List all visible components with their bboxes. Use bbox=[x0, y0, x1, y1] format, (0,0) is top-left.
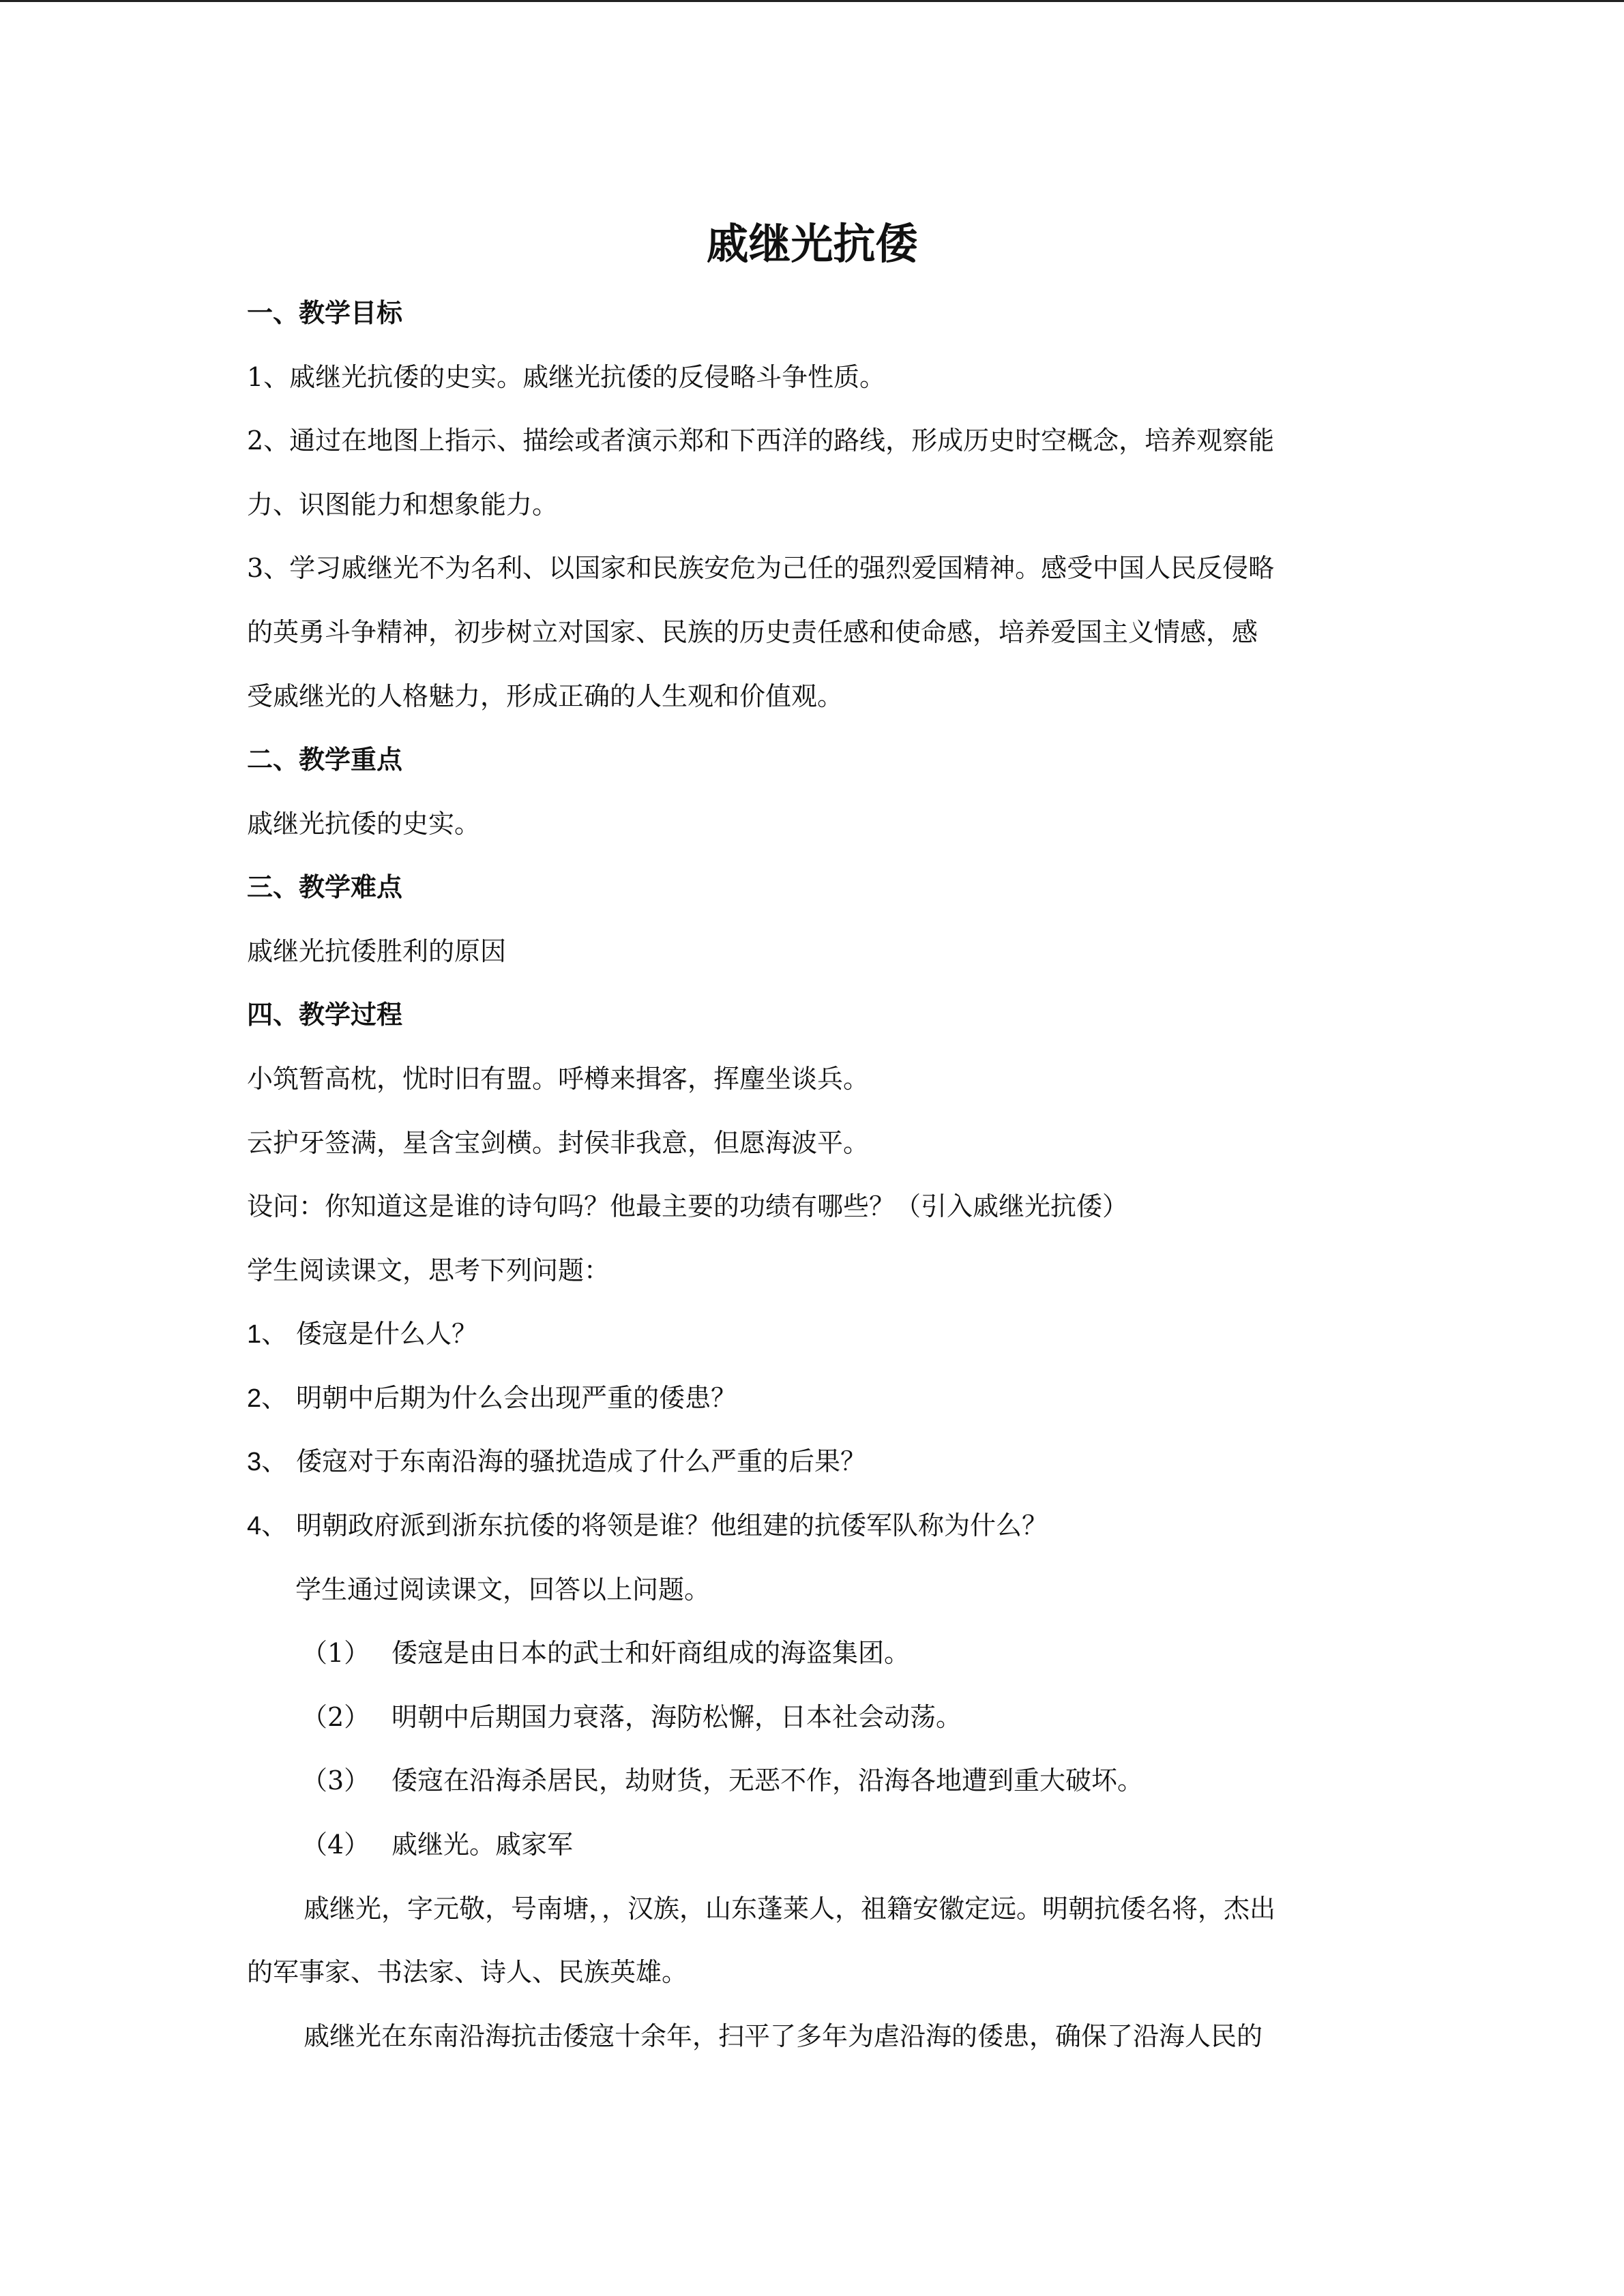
answer-number: （4） bbox=[301, 1830, 370, 1860]
answer-text: 倭寇是由日本的武士和奸商组成的海盗集团。 bbox=[392, 1638, 911, 1668]
reading-prompt: 学生阅读课文，思考下列问题： bbox=[247, 1255, 610, 1285]
key-point-text: 戚继光抗倭的史实。 bbox=[247, 809, 481, 839]
question-number: 3、 bbox=[247, 1448, 288, 1476]
section-heading-process: 四、教学过程 bbox=[247, 1000, 403, 1030]
poem-line-2: 云护牙签满，星含宝剑横。封侯非我意，但愿海波平。 bbox=[247, 1128, 870, 1158]
document-title: 戚继光抗倭 bbox=[706, 219, 918, 269]
question-number: 2、 bbox=[247, 1384, 288, 1413]
answer-number: （2） bbox=[301, 1702, 370, 1732]
goal-line-6: 受戚继光的人格魅力，形成正确的人生观和价值观。 bbox=[247, 681, 844, 711]
section-heading-goals: 一、教学目标 bbox=[247, 298, 403, 328]
bio-line-2: 的军事家、书法家、诗人、民族英雄。 bbox=[247, 1957, 688, 1987]
poem-line-1: 小筑暂高枕，忧时旧有盟。呼樽来揖客，挥麈坐谈兵。 bbox=[247, 1064, 870, 1094]
bio-line-3: 戚继光在东南沿海抗击倭寇十余年，扫平了多年为虐沿海的倭患，确保了沿海人民的 bbox=[304, 2021, 1263, 2051]
answer-text: 明朝中后期国力衰落，海防松懈，日本社会动荡。 bbox=[392, 1702, 962, 1732]
question-item-1 bbox=[247, 1317, 1624, 1351]
question-text: 明朝中后期为什么会出现严重的倭患？ bbox=[296, 1383, 737, 1413]
difficulty-text: 戚继光抗倭胜利的原因 bbox=[247, 936, 507, 966]
answer-text: 戚继光。戚家军 bbox=[392, 1830, 574, 1860]
bio-line-1: 戚继光，字元敬，号南塘，，汉族，山东蓬莱人，祖籍安徽定远。明朝抗倭名将，杰出 bbox=[304, 1894, 1276, 1924]
question-item-2 bbox=[247, 1381, 1624, 1415]
answer-number: （3） bbox=[301, 1765, 370, 1795]
question-item-4 bbox=[247, 1508, 1624, 1542]
question-text: 倭寇是什么人？ bbox=[296, 1319, 478, 1349]
question-number: 1、 bbox=[247, 1320, 288, 1349]
question-text: 倭寇对于东南沿海的骚扰造成了什么严重的后果？ bbox=[296, 1446, 867, 1476]
question-intro: 设问：你知道这是谁的诗句吗？他最主要的功绩有哪些？（引入戚继光抗倭） bbox=[247, 1191, 1129, 1221]
question-number: 4、 bbox=[247, 1512, 288, 1540]
answer-intro: 学生通过阅读课文，回答以上问题。 bbox=[295, 1575, 711, 1605]
question-item-3 bbox=[247, 1444, 1624, 1478]
goal-line-2: 2、通过在地图上指示、描绘或者演示郑和下西洋的路线，形成历史时空概念，培养观察能 bbox=[247, 426, 1275, 456]
answer-item-3 bbox=[301, 1763, 1624, 1798]
page-top-border bbox=[0, 0, 1624, 2]
answer-item-2 bbox=[301, 1700, 1624, 1734]
goal-line-4: 3、学习戚继光不为名利、以国家和民族安危为己任的强烈爱国精神。感受中国人民反侵略 bbox=[247, 553, 1275, 583]
section-heading-difficulty: 三、教学难点 bbox=[247, 872, 403, 902]
answer-text: 倭寇在沿海杀居民，劫财货，无恶不作，沿海各地遭到重大破坏。 bbox=[392, 1765, 1144, 1795]
answer-number: （1） bbox=[301, 1638, 370, 1668]
answer-item-1 bbox=[301, 1636, 1624, 1670]
goal-line-3: 力、识图能力和想象能力。 bbox=[247, 490, 559, 520]
section-heading-key-point: 二、教学重点 bbox=[247, 745, 403, 775]
answer-item-4 bbox=[301, 1828, 1624, 1862]
goal-line-5: 的英勇斗争精神，初步树立对国家、民族的历史责任感和使命感，培养爱国主义情感，感 bbox=[247, 617, 1258, 647]
question-text: 明朝政府派到浙东抗倭的将领是谁？他组建的抗倭军队称为什么？ bbox=[296, 1510, 1048, 1540]
goal-line-1: 1、戚继光抗倭的史实。戚继光抗倭的反侵略斗争性质。 bbox=[247, 362, 886, 392]
